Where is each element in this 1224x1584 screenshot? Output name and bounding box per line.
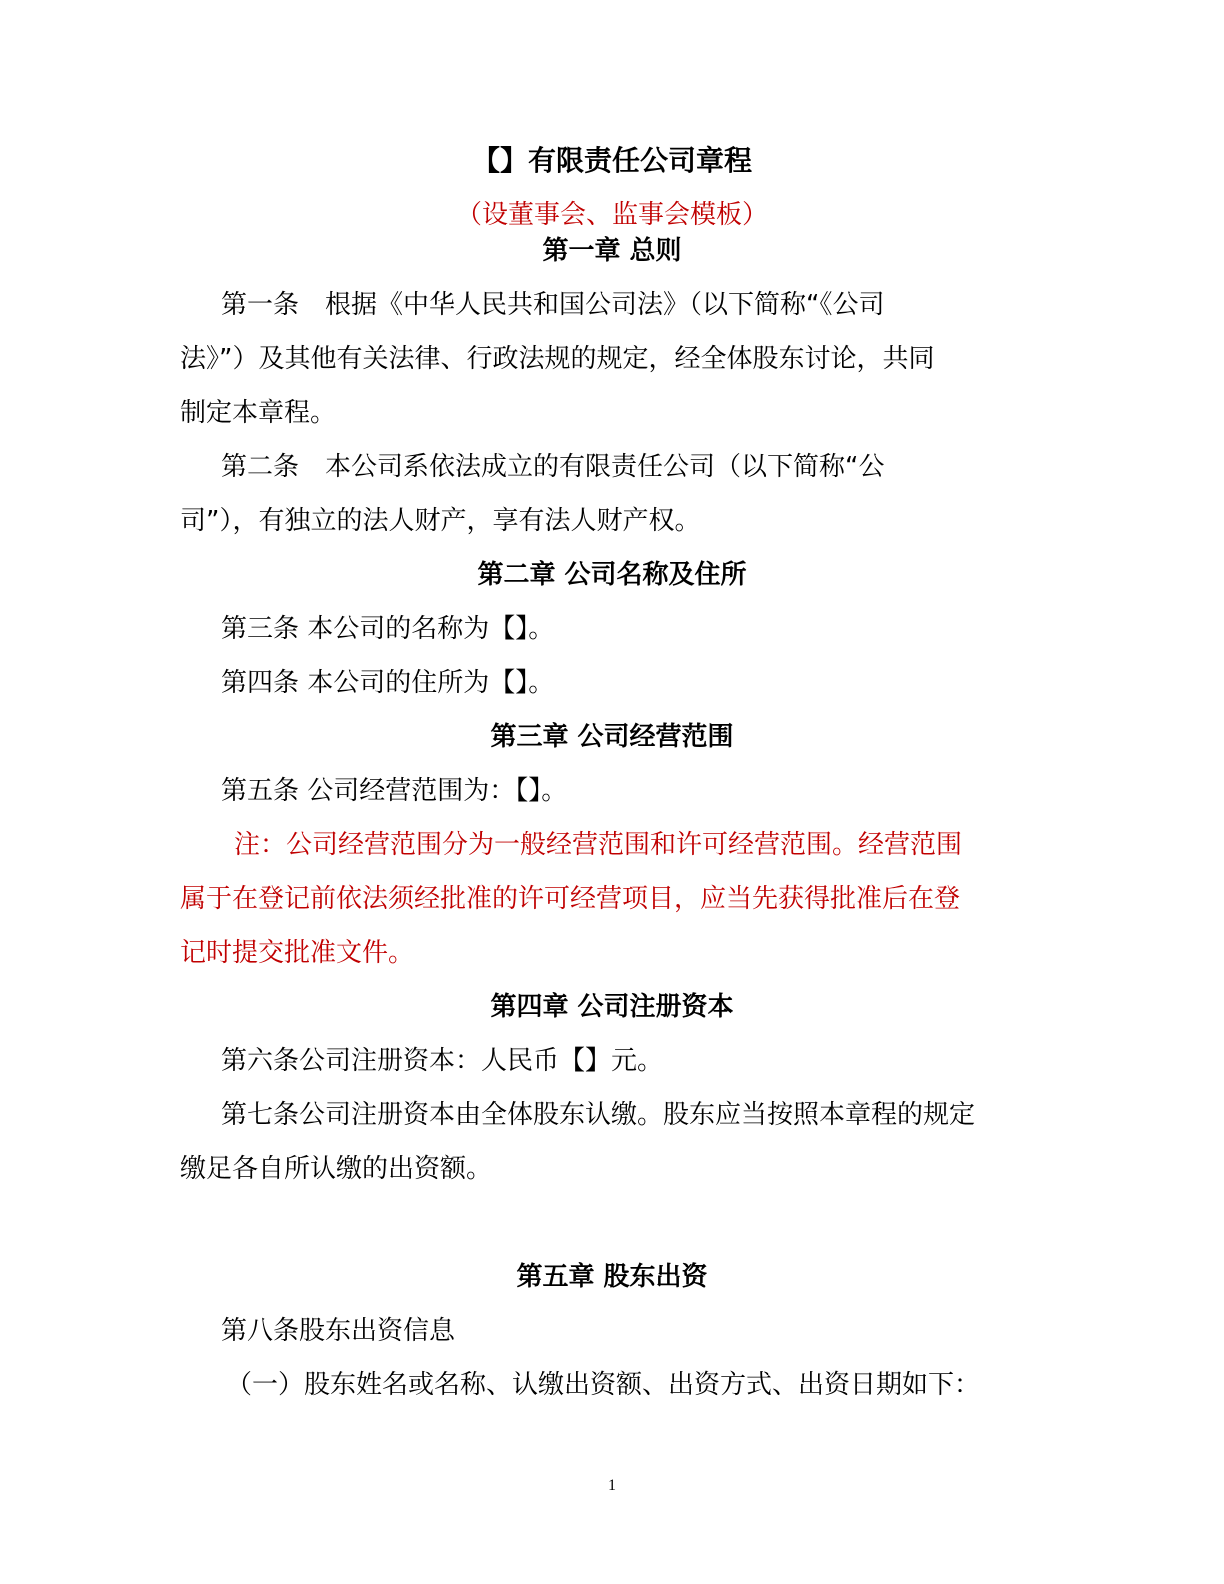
article-2-line-2: 司”），有独立的法人财产，享有法人财产权。 [180,506,701,536]
article-1-line-3: 制定本章程。 [180,398,337,428]
page-number: 1 [608,1477,616,1494]
chapter-2-heading: 第二章 公司名称及住所 [477,560,747,590]
article-2-line-1: 第二条 本公司系依法成立的有限责任公司（以下简称“公 [221,452,885,482]
chapter-3-heading: 第三章 公司经营范围 [490,722,734,752]
article-5: 第五条 公司经营范围为：【】。 [221,776,568,806]
article-1-line-2: 法》”）及其他有关法律、行政法规的规定，经全体股东讨论，共同 [180,344,935,374]
article-6: 第六条公司注册资本：人民币【】元。 [221,1046,664,1076]
article-4: 第四条 本公司的住所为【】。 [221,668,555,698]
chapter-5-heading: 第五章 股东出资 [516,1262,708,1292]
article-7-line-2: 缴足各自所认缴的出资额。 [180,1154,493,1184]
article-1-line-1: 第一条 根据《中华人民共和国公司法》（以下简称“《公司 [221,290,885,320]
scope-note-line-2: 属于在登记前依法须经批准的许可经营项目，应当先获得批准后在登 [180,884,961,914]
chapter-4-heading: 第四章 公司注册资本 [490,992,734,1022]
article-8: 第八条股东出资信息 [221,1316,456,1346]
chapter-1-heading: 第一章 总则 [542,236,682,266]
article-8-item-1: （一）股东姓名或名称、认缴出资额、出资方式、出资日期如下： [226,1370,981,1400]
article-7-line-1: 第七条公司注册资本由全体股东认缴。股东应当按照本章程的规定 [221,1100,976,1130]
document-title: 【】有限责任公司章程 [471,144,752,177]
document-subtitle: （设董事会、监事会模板） [455,200,768,230]
article-3: 第三条 本公司的名称为【】。 [221,614,555,644]
scope-note-line-1: 注：公司经营范围分为一般经营范围和许可经营范围。经营范围 [234,830,963,860]
scope-note-line-3: 记时提交批准文件。 [180,938,415,968]
